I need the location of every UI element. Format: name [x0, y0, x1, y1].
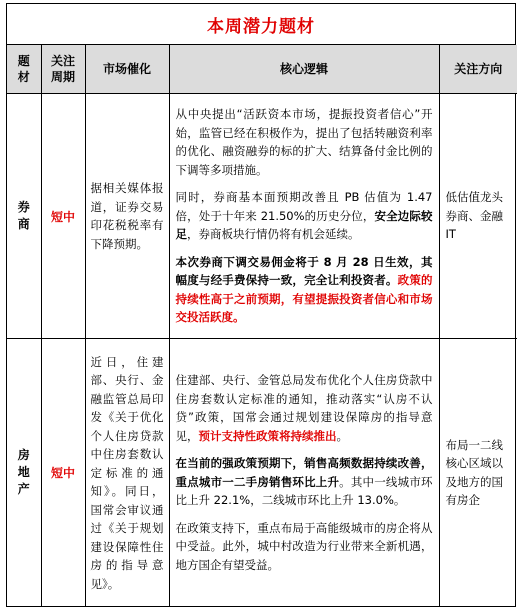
header-period: 关注周期	[41, 45, 85, 94]
cell-logic	[169, 339, 439, 607]
cell-catalyst: 近日，住建部、央行、金融监管总局印发《关于优化个人住房贷款中住房套数认定标准的通知》。同日，国常会审议通过《关于规划建设保障性住房的指导意见》。	[85, 339, 169, 607]
logic-paragraph: 同时，券商基本面预期改善且 PB 估值为 1.47 倍，处于十年来 21.50%的历史分位，安全边际较足，券商板块行情仍将有机会延续。	[175, 190, 433, 242]
cell-period: 短中	[41, 339, 85, 607]
cell-logic	[169, 94, 439, 339]
cell-focus: 布局一二线核心区域以及地方的国有房企	[439, 339, 517, 607]
logic-paragraph: 住建部、央行、金管总局发布优化个人住房贷款中住房套数认定标准的通知，推动落实“认房不认贷”政策，国常会通过规划建设保障房的指导意见，预计支持性政策将持续推出。	[175, 373, 433, 443]
header-logic: 核心逻辑	[169, 45, 439, 94]
themes-table	[7, 45, 517, 607]
header-focus: 关注方向	[439, 45, 517, 94]
page-title: 本周潜力题材	[7, 4, 515, 45]
logic-paragraph: 在政策支持下，重点布局于高能级城市的房企将从中受益。此外，城中村改造为行业带来全新机遇，地方国企有望受益。	[175, 520, 433, 572]
cell-topic: 券商	[7, 94, 41, 339]
cell-topic: 房地产	[7, 339, 41, 607]
header-topic: 题材	[7, 45, 41, 94]
cell-period: 短中	[41, 94, 85, 339]
logic-paragraph: 在当前的强政策预期下，销售高频数据持续改善，重点城市一二手房销售环比上升。其中一线城市环比上升 22.1%，二线城市环比上升 13.0%。	[175, 456, 433, 508]
header-catalyst: 市场催化	[85, 45, 169, 94]
logic-paragraph: 从中央提出“活跃资本市场，提振投资者信心”开始，监管已经在积极作为，提出了包括转融资利率的优化、融资融券的标的扩大、结算备付金比例的下调等多项措施。	[175, 107, 433, 177]
table-row-real-estate	[7, 339, 517, 607]
table-row-brokerage	[7, 94, 517, 339]
logic-paragraph: 本次券商下调交易佣金将于 8 月 28 日生效，其幅度与经手费保持一致，完全让利投资者。政策的持续性高于之前预期，有望提振投资者信心和市场交投活跃度。	[175, 254, 433, 325]
cell-catalyst: 据相关媒体报道，证券交易印花税税率有下降预期。	[85, 94, 169, 339]
cell-focus: 低估值龙头券商、金融 IT	[439, 94, 517, 339]
table-header-row	[7, 45, 517, 94]
potential-themes-table-container	[6, 3, 516, 607]
